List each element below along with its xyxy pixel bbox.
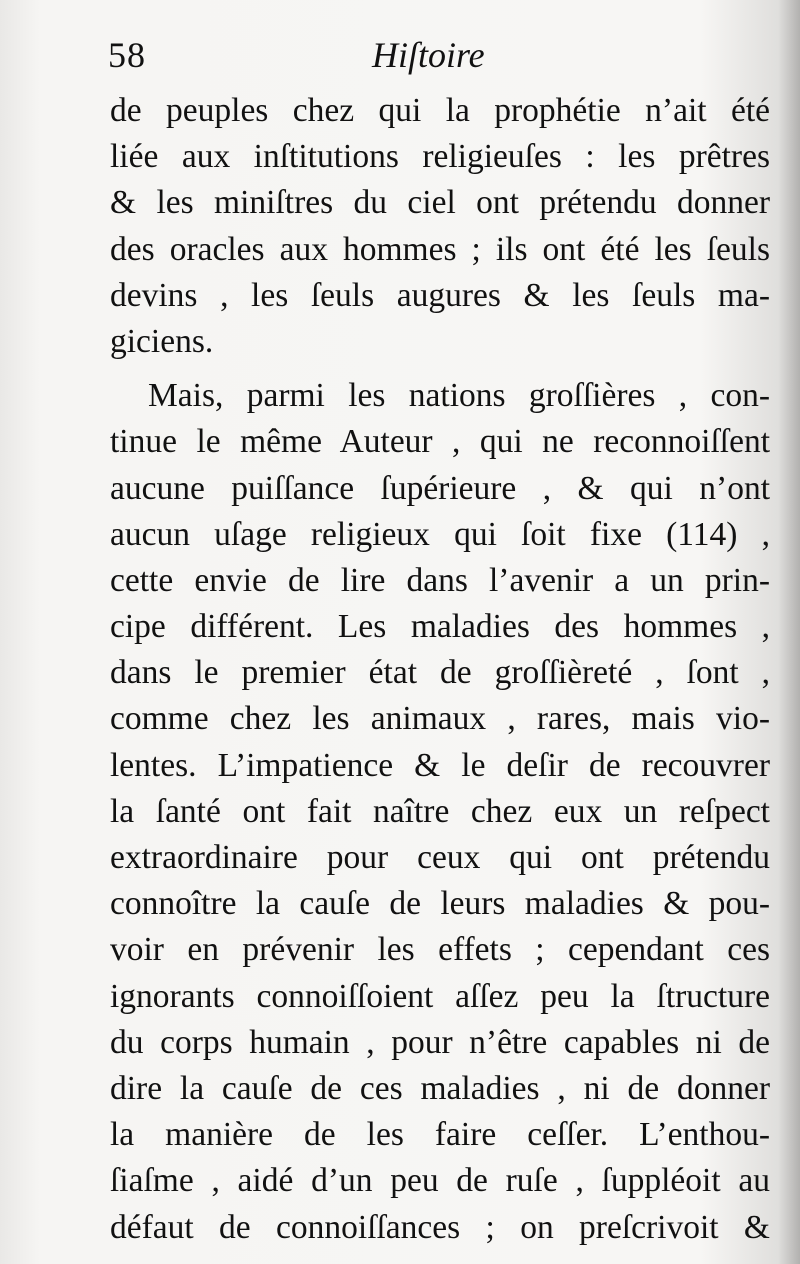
text-line: tinue le même Auteur , qui ne reconnoiſſent <box>110 423 770 461</box>
text-line: & les miniſtres du ciel ont prétendu donner <box>110 184 770 222</box>
page-number: 58 <box>108 35 146 75</box>
paragraph-2 <box>110 373 770 1251</box>
text-line: du corps humain , pour n’être capables ni de <box>110 1023 770 1061</box>
text-line: de peuples chez qui la prophétie n’ait été <box>110 92 770 129</box>
running-title: Hiſtoire <box>372 35 485 75</box>
text-line: lentes. L’impatience & le deſir de recouvrer <box>110 746 770 784</box>
text-line: extraordinaire pour ceux qui ont prétendu <box>110 839 770 876</box>
text-line: dans le premier état de groſſièreté , ſont , <box>110 654 770 692</box>
text-line: cette envie de lire dans l’avenir a un prin- <box>110 561 770 599</box>
text-line: Mais, parmi les nations groſſières , con- <box>148 377 770 415</box>
page-edge-shadow <box>778 0 800 1264</box>
body-text <box>110 88 770 1251</box>
text-line: voir en prévenir les effets ; cependant ces <box>110 931 770 969</box>
text-line: devins , les ſeuls augures & les ſeuls ma- <box>110 276 770 314</box>
text-line: giciens. <box>110 322 214 360</box>
text-line: connoître la cauſe de leurs maladies & pou- <box>110 885 770 923</box>
text-line: ſiaſme , aidé d’un peu de ruſe , ſuppléoit au <box>110 1162 770 1200</box>
text-line: liée aux inſtitutions religieuſes : les prêtres <box>110 138 770 176</box>
text-line: cipe différent. Les maladies des hommes , <box>110 608 770 646</box>
text-line: ignorants connoiſſoient aſſez peu la ſtructure <box>110 977 770 1015</box>
text-line: aucun uſage religieux qui ſoit fixe (114) , <box>110 515 770 553</box>
paragraph-gap <box>110 365 770 373</box>
paragraph-1 <box>110 88 770 365</box>
page-header <box>108 34 768 94</box>
text-line: dire la cauſe de ces maladies , ni de donner <box>110 1069 770 1107</box>
text-line: la ſanté ont fait naître chez eux un reſpect <box>110 792 770 830</box>
text-line: défaut de connoiſſances ; on preſcrivoit & <box>110 1208 770 1246</box>
text-line: comme chez les animaux , rares, mais vio- <box>110 700 770 738</box>
text-line: aucune puiſſance ſupérieure , & qui n’ont <box>110 469 770 507</box>
text-line: la manière de les faire ceſſer. L’enthou- <box>110 1116 770 1154</box>
text-line: des oracles aux hommes ; ils ont été les ſeuls <box>110 230 770 268</box>
